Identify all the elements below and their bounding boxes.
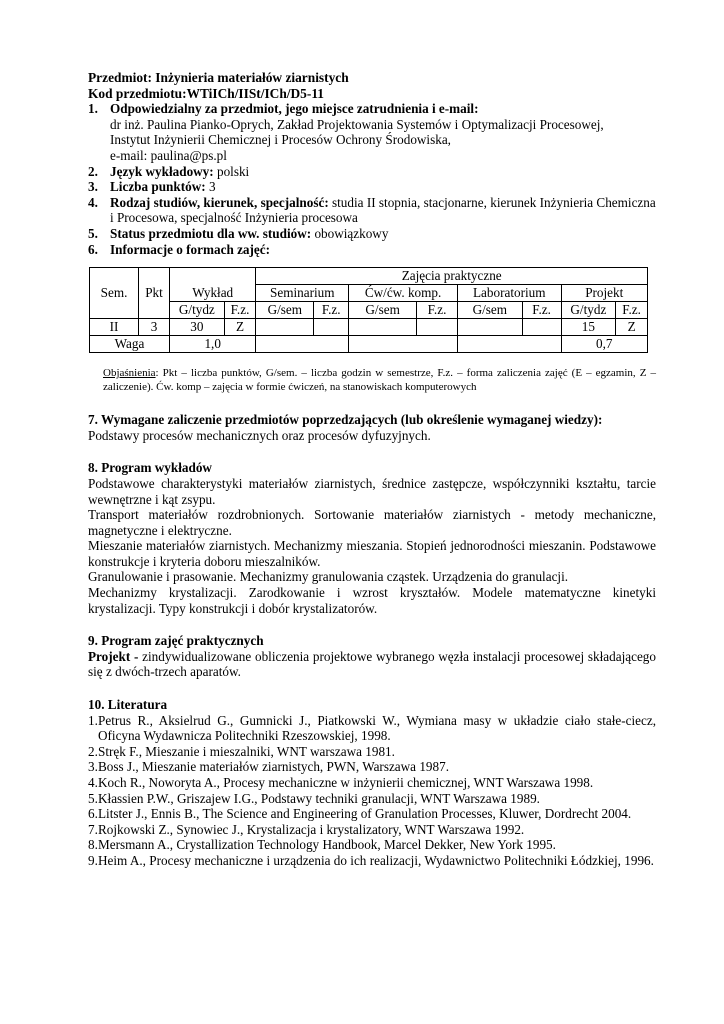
section-10: 10. Literatura 1. Petrus R., Aksielrud G., Gumnicki J., Piatkowski W., Wymiana masy w układzie ciało stałe-ciecz, Oficyna Wydawnicza Politechniki Rzeszowskiej, 1998. 2. Stręk F., Mieszanie i mieszalniki, WNT warszawa 1981. 3. Boss J., Mieszanie materiałów ziarnistych, PWN, Warszawa 1987. 4. Koch R., Noworyta A., Procesy mechaniczne w inżynierii chemicznej, WNT Warszawa 1998. 5. Kłassien P.W., Griszajew I.G., Podstawy techniki granulacji, WNT Warszawa 1989. 6. Litster J., Ennis B., The Science and Engineering of Granulation Processes, Kluwer, Dordrecht 2004. 7. Rojkowski Z., Synowiec J., Krystalizacja i krystalizatory, WNT Warszawa 1992. 8. Mersmann A., Crystallization Technology Handbook, Marcel Dekker, New York 1995. 9. Heim A., Procesy mechaniczne i urządzenia do ich realizacji, Wydawnictwo Politechniki Łódzkiej, 1996. [88,697,656,868]
list-item: 9. Heim A., Procesy mechaniczne i urządzenia do ich realizacji, Wydawnictwo Politechniki Łódzkiej, 1996. [88,852,654,868]
info-list [88,101,656,257]
list-item: 6. Litster J., Ennis B., The Science and Engineering of Granulation Processes, Kluwer, Dordrecht 2004. [88,806,632,822]
list-item: 7. Rojkowski Z., Synowiec J., Krystalizacja i krystalizatory, WNT Warszawa 1992. [88,821,525,837]
table-row: II 3 30 Z 15 Z [90,319,648,336]
item-forms: 6. Informacje o formach zajęć: [88,241,271,257]
section-8: 8. Program wykładów Podstawowe charakterystyki materiałów ziarnistych, średnice zastępcze, współczynniki kształtu, tarcie wewnętrzne i kąt zsypu. Transport materiałów rozdrobnionych. Sortowanie materiałów ziarnistych - metody mechaniczne, magnetyczne i elektryczne. Mieszanie materiałów ziarnistych. Mechanizmy mieszania. Stopień jednorodności mieszanin. Podstawowe konstrukcje i kryteria doboru mieszalników. Granulowanie i prasowanie. Mechanizmy granulowania cząstek. Urządzenia do granulacji. Mechanizmy krystalizacji. Zarodkowanie i wzrost kryształów. Modele matematyczne kinetyki krystalizacji. Typy konstrukcji i dobór krystalizatorów. [88,460,656,616]
list-item: 3. Boss J., Mieszanie materiałów ziarnistych, PWN, Warszawa 1987. [88,759,450,775]
item-study-type: 4. Rodzaj studiów, kierunek, specjalność: studia II stopnia, stacjonarne, kierunek Inżynieria Chemiczna i Procesowa, specjalność Inżynieria procesowa [88,194,656,226]
subject-title: Przedmiot: Inżynieria materiałów ziarnistych [88,70,349,85]
list-item: 5. Kłassien P.W., Griszajew I.G., Podstawy techniki granulacji, WNT Warszawa 1989. [88,790,540,806]
class-forms-table: Sem. Pkt Wykład Zajęcia praktyczne Seminarium Ćw/ćw. komp. Laboratorium Projekt G/tydz F.z. G/sem F.z. G/sem F.z. G/sem F.z. G/tydz F.z. II 3 30 Z 15 Z Waga 1,0 0,7 [89,267,648,353]
item-points: 3. Liczba punktów: 3 [88,179,216,195]
item-responsible: 1. Odpowiedzialny za przedmiot, jego miejsce zatrudnienia i e-mail: dr inż. Paulina Pianko-Oprych, Zakład Projektowania Systemów i Optymalizacji Procesowej, Instytut Inżynierii Chemicznej i Procesów Ochrony Środowiska, e-mail: paulina@ps.pl [88,101,604,163]
list-item: 4. Koch R., Noworyta A., Procesy mechaniczne w inżynierii chemicznej, WNT Warszawa 1998. [88,775,594,790]
section-9: 9. Program zajęć praktycznych Projekt - zindywidualizowane obliczenia projektowe wybranego węzła instalacji procesowej składającego się z dwóch-trzech aparatów. [88,633,656,680]
item-label: Odpowiedzialny za przedmiot, jego miejsce zatrudnienia i e-mail: [110,101,479,117]
literature-list [88,713,656,869]
item-status: 5. Status przedmiotu dla ww. studiów: obowiązkowy [88,225,389,241]
item-language: 2. Język wykładowy: polski [88,163,250,179]
list-item: 2. Stręk F., Mieszanie i mieszalniki, WNT warszawa 1981. [88,743,395,759]
list-item: 8. Mersmann A., Crystallization Technology Handbook, Marcel Dekker, New York 1995. [88,837,556,853]
subject-code: Kod przedmiotu:WTiICh/IISt/ICh/D5-11 [88,85,324,101]
table-row-weight: Waga 1,0 0,7 [90,336,648,353]
explanation-note: Objaśnienia: Pkt – liczba punktów, G/sem. – liczba godzin w semestrze, F.z. – forma zaliczenia zajęć (E – egzamin, Z – zaliczenie). Ćw. komp – zajęcia w formie ćwiczeń, na stanowiskach komputerowych [103,367,656,393]
document-page [88,70,656,869]
list-item: 1. Petrus R., Aksielrud G., Gumnicki J., Piatkowski W., Wymiana masy w układzie ciało stałe-ciecz, Oficyna Wydawnicza Politechniki Rzeszowskiej, 1998. [88,712,656,744]
section-7: 7. Wymagane zaliczenie przedmiotów poprzedzających (lub określenie wymaganej wiedzy): Podstawy procesów mechanicznych oraz procesów dyfuzyjnych. [88,412,603,443]
